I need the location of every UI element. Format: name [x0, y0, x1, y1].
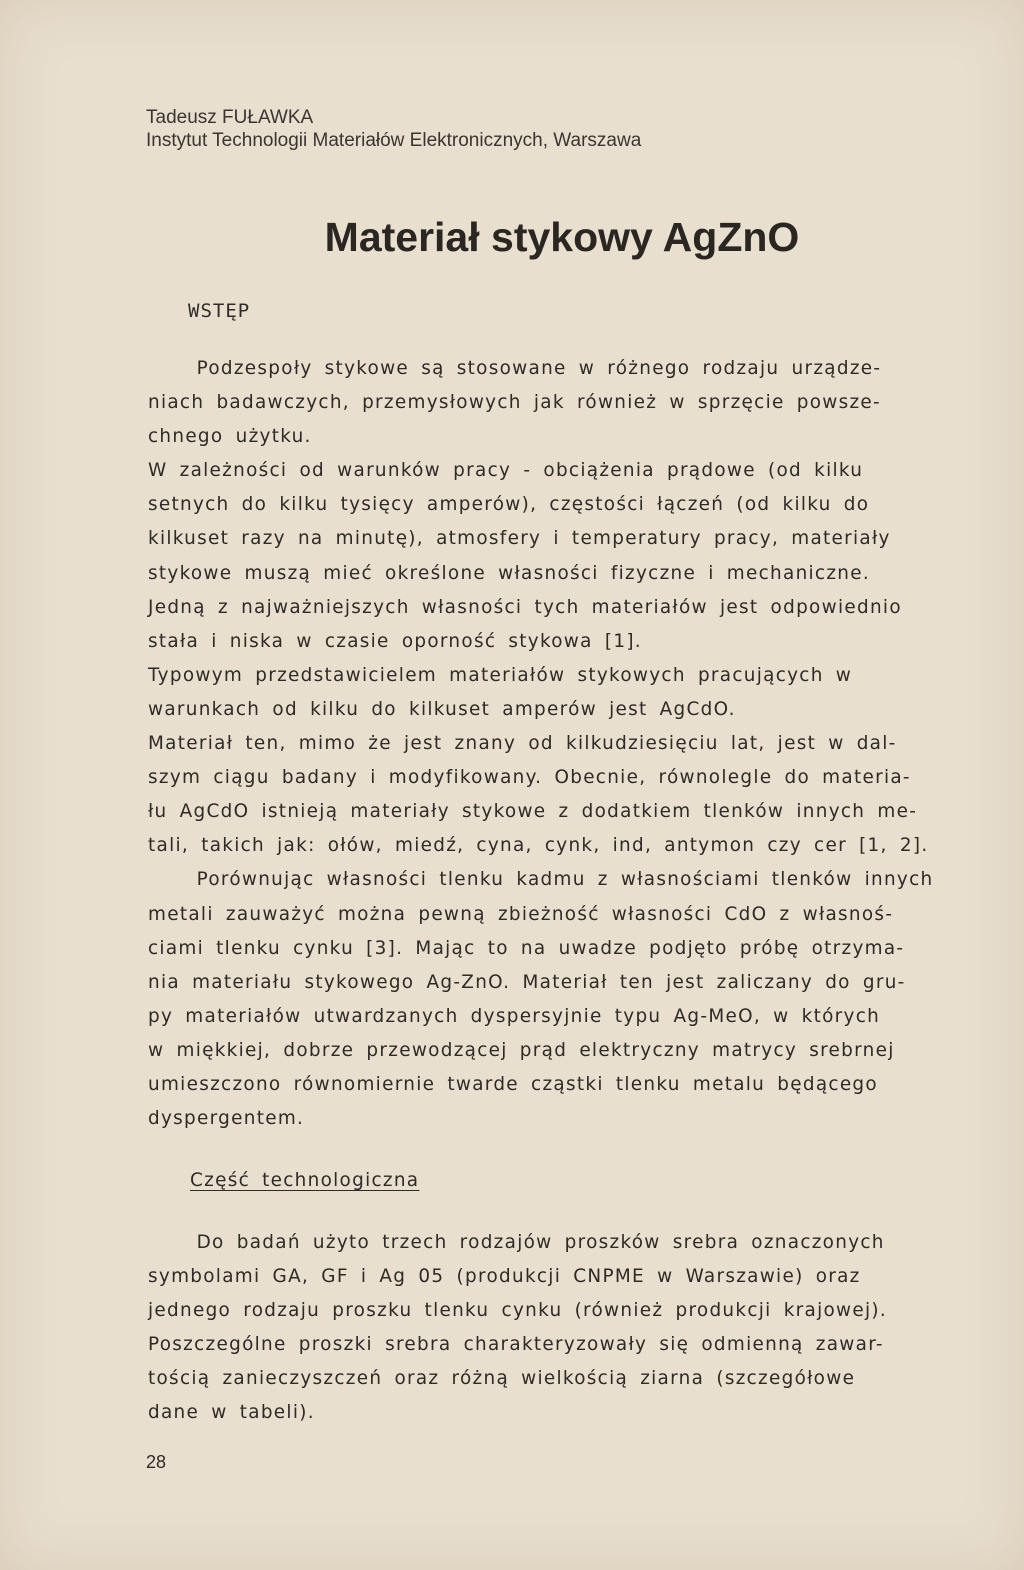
text-line: Jedną z najważniejszych własności tych materiałów jest odpowiednio: [148, 596, 902, 618]
text-line: metali zauważyć można pewną zbieżność własności CdO z własnoś-: [148, 903, 894, 925]
article-title: Materiał stykowy AgZnO: [324, 214, 800, 260]
text-line: py materiałów utwardzanych dyspersyjnie typu Ag-MeO, w których: [148, 1005, 881, 1027]
text-line: Materiał ten, mimo że jest znany od kilkudziesięciu lat, jest w dal-: [148, 733, 897, 755]
text-line: tali, takich jak: ołów, miedź, cyna, cynk, ind, antymon czy cer [1, 2].: [148, 835, 929, 857]
intro-paragraph: [148, 352, 978, 1136]
text-line: jednego rodzaju proszku tlenku cynku (również produkcji krajowej).: [148, 1300, 888, 1322]
section-heading-intro: WSTĘP: [188, 300, 251, 322]
text-line: Podzespoły stykowe są stosowane w różnego rodzaju urządze-: [148, 358, 882, 379]
text-line: nia materiału stykowego Ag-ZnO. Materiał ten jest zaliczany do gru-: [148, 971, 906, 993]
text-line: ciami tlenku cynku [3]. Mając to na uwadze podjęto próbę otrzyma-: [148, 937, 905, 959]
text-line: Porównując własności tlenku kadmu z własnościami tlenków innych: [148, 869, 934, 891]
text-line: symbolami GA, GF i Ag 05 (produkcji CNPME w Warszawie) oraz: [148, 1266, 861, 1288]
text-line: Do badań użyto trzech rodzajów proszków srebra oznaczonych: [148, 1232, 885, 1253]
text-line: chnego użytku.: [148, 426, 312, 448]
text-line: szym ciągu badany i modyfikowany. Obecnie, równolegle do materia-: [148, 767, 911, 789]
text-line: umieszczono równomiernie twarde cząstki tlenku metalu będącego: [148, 1073, 878, 1095]
text-line: łu AgCdO istnieją materiały stykowe z dodatkiem tlenków innych me-: [148, 801, 918, 823]
page-number: 28: [146, 1452, 167, 1472]
text-line: dyspergentem.: [148, 1108, 305, 1130]
text-line: warunkach od kilku do kilkuset amperów jest AgCdO.: [148, 698, 736, 720]
text-line: setnych do kilku tysięcy amperów), częstości łączeń (od kilku do: [148, 494, 870, 516]
technology-paragraph: [148, 1226, 988, 1431]
text-line: Poszczególne proszki srebra charakteryzowały się odmienną zawar-: [148, 1334, 884, 1356]
section-heading-technology: Część technologiczna: [190, 1170, 420, 1191]
text-line: Typowym przedstawicielem materiałów stykowych pracujących w: [148, 664, 853, 686]
author-affiliation: Instytut Technologii Materiałów Elektronicznych, Warszawa: [146, 130, 642, 151]
text-line: niach badawczych, przemysłowych jak również w sprzęcie powsze-: [148, 392, 881, 414]
text-line: dane w tabeli).: [148, 1402, 315, 1424]
text-line: kilkuset razy na minutę), atmosfery i temperatury pracy, materiały: [148, 528, 891, 550]
text-line: W zależności od warunków pracy - obciążenia prądowe (od kilku: [148, 460, 864, 482]
text-line: tością zanieczyszczeń oraz różną wielkością ziarna (szczegółowe: [148, 1368, 856, 1390]
author-name: Tadeusz FUŁAWKA: [146, 107, 314, 128]
author-block: [146, 106, 641, 152]
text-line: w miękkiej, dobrze przewodzącej prąd elektryczny matrycy srebrnej: [148, 1039, 895, 1061]
text-line: stała i niska w czasie oporność stykowa [1].: [148, 630, 642, 652]
text-line: stykowe muszą mieć określone własności fizyczne i mechaniczne.: [148, 562, 871, 584]
